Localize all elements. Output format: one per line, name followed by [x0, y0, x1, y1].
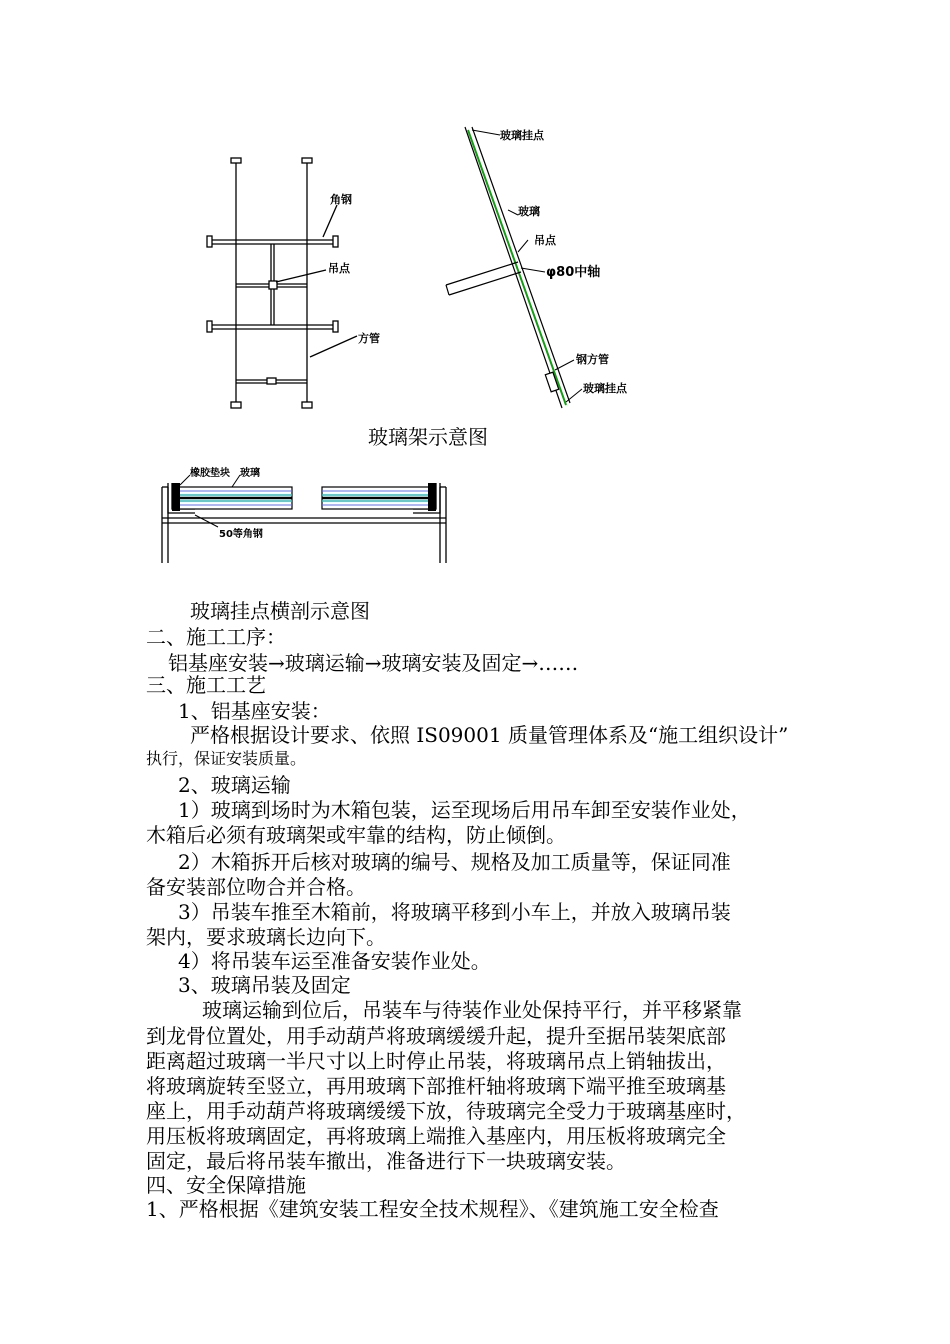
label-axle: φ80中轴: [546, 265, 601, 280]
section-1-paragraph-line1: 严格根据设计要求、依照 IS09001 质量管理体系及“施工组织设计”: [190, 723, 789, 747]
heading-construction-process: 二、施工工序：: [146, 625, 286, 649]
glass-panel-left: [176, 487, 292, 509]
section-3-paragraph-line1: 玻璃运输到位后，吊装车与待装作业处保持平行，并平移紧靠: [202, 998, 742, 1022]
label-steel-square-tube: 钢方管: [576, 353, 609, 366]
label-glass-hang-top: 玻璃挂点: [500, 129, 544, 142]
heading-construction-technique: 三、施工工艺: [146, 673, 266, 697]
label-50-angle-steel: 50等角钢: [219, 529, 263, 540]
section-2-item-3-line1: 3）吊装车推至木箱前，将玻璃平移到小车上，并放入玻璃吊装: [178, 900, 731, 924]
figure2-caption: 玻璃挂点横剖示意图: [190, 599, 370, 623]
section-2-item-3-line2: 架内，要求玻璃长边向下。: [146, 925, 386, 949]
figure1-caption: 玻璃架示意图: [368, 425, 488, 449]
glass-hang-cross-section: [0, 455, 950, 575]
section-2-item-2-line1: 2）木箱拆开后核对玻璃的编号、规格及加工质量等，保证同准: [178, 850, 731, 874]
section-3-paragraph-line5: 座上，用手动葫芦将玻璃缓缓下放，待玻璃完全受力于玻璃基座时，: [146, 1099, 746, 1123]
label-lift-point: 吊点: [328, 262, 350, 275]
glass-rack-diagram: [0, 0, 950, 430]
section-1-title: 1、铝基座安装：: [178, 699, 331, 723]
label-square-tube: 方管: [358, 332, 380, 345]
section-2-item-1-line2: 木箱后必须有玻璃架或牢靠的结构，防止倾倒。: [146, 823, 566, 847]
section-2-item-4: 4）将吊装车运至准备安装作业处。: [178, 949, 491, 973]
section-3-title: 3、玻璃吊装及固定: [178, 973, 351, 997]
section-2-title: 2、玻璃运输: [178, 773, 291, 797]
section-2-item-2-line2: 备安装部位吻合并合格。: [146, 875, 366, 899]
heading-safety-measures: 四、安全保障措施: [146, 1173, 306, 1197]
label-angle-steel: 角钢: [330, 193, 352, 206]
section-3-paragraph-line6: 用压板将玻璃固定，再将玻璃上端推入基座内，用压板将玻璃完全: [146, 1124, 726, 1148]
label-glass-section: 玻璃: [240, 468, 260, 479]
label-lift-point-side: 吊点: [534, 234, 556, 247]
section-3-paragraph-line7: 固定，最后将吊装车撤出，准备进行下一块玻璃安装。: [146, 1149, 626, 1173]
safety-item-1-line1: 1、严格根据《建筑安装工程安全技术规程》、《建筑施工安全检查: [146, 1197, 719, 1221]
section-3-paragraph-line4: 将玻璃旋转至竖立，再用玻璃下部推杆轴将玻璃下端平推至玻璃基: [146, 1074, 726, 1098]
label-glass-hang-bottom: 玻璃挂点: [583, 382, 627, 395]
label-rubber-pad: 橡胶垫块: [190, 468, 230, 479]
section-1-paragraph-line2: 执行，保证安装质量。: [146, 749, 307, 768]
section-2-item-1-line1: 1）玻璃到场时为木箱包装，运至现场后用吊车卸至安装作业处，: [178, 798, 751, 822]
label-glass: 玻璃: [518, 205, 540, 218]
section-3-paragraph-line2: 到龙骨位置处，用手动葫芦将玻璃缓缓升起，提升至据吊装架底部: [146, 1024, 726, 1048]
section-3-paragraph-line3: 距离超过玻璃一半尺寸以上时停止吊装，将玻璃吊点上销轴拔出，: [146, 1049, 726, 1073]
glass-panel-right: [322, 487, 432, 509]
process-flow: 铝基座安装→玻璃运输→玻璃安装及固定→……: [168, 651, 579, 675]
